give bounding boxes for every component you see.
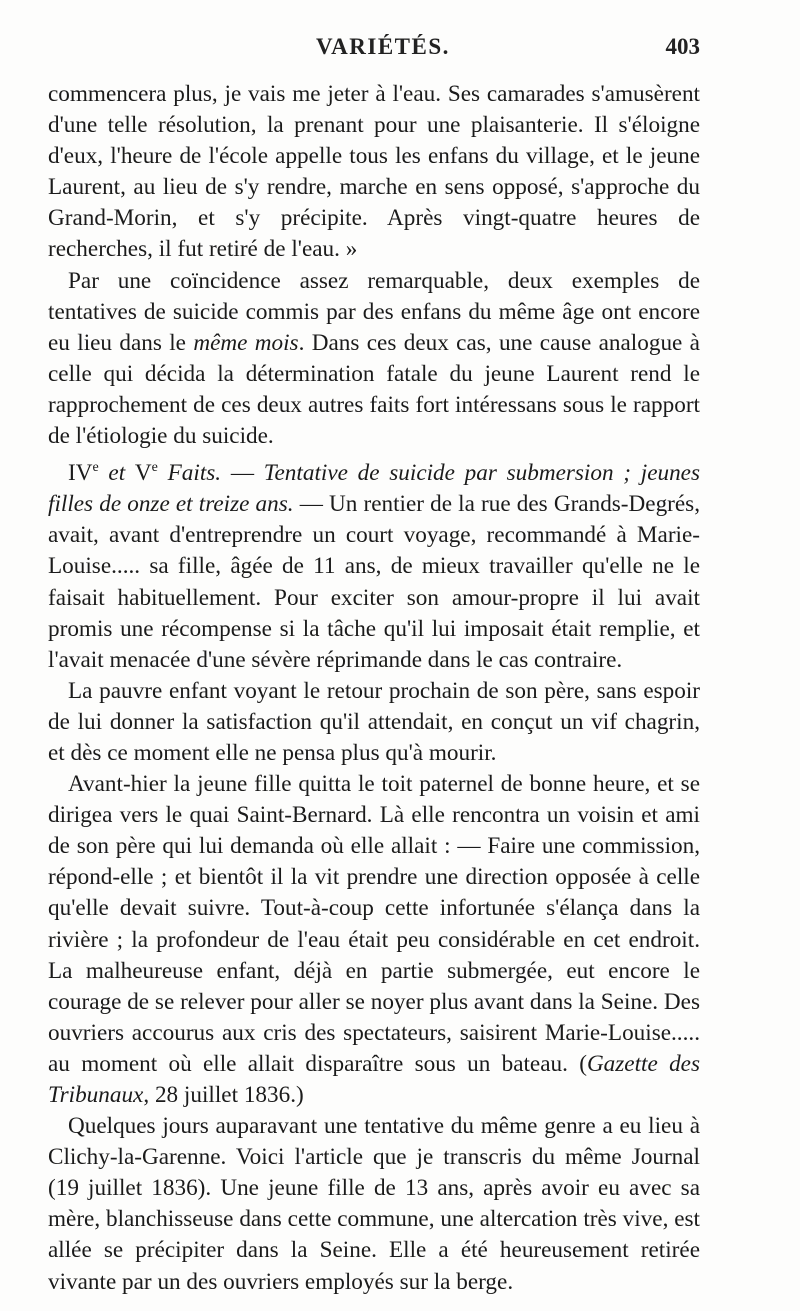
faits-label: Faits. (157, 460, 222, 487)
paragraph-text: Par une coïncidence assez remarquable, deux exemples de tentatives de suicide commis par des enfans du même âge ont encore eu lieu dans le (48, 267, 700, 356)
source-date: , 28 juillet 1836.) (143, 1082, 304, 1108)
case-number: IV (68, 460, 93, 487)
paragraph-avant-hier (48, 769, 700, 1111)
case-number: V (134, 460, 152, 487)
paragraph-continuation: commencera plus, je vais me jeter à l'eau. Ses camarades s'amusèrent d'une telle résolution, la prenant pour une plaisanterie. Il s'éloigne d'eux, l'heure de l'école appelle tous les enfans du village, et le jeune Laurent, au lieu de s'y rendre, marche en sens opposé, s'approche du Grand-Morin, et s'y précipite. Après vingt-quatre heures de recherches, il fut retiré de l'eau. » (48, 81, 700, 263)
dash: — (221, 460, 264, 487)
paragraph-text: . Dans ces deux cas, une cause analogue à celle qui décida la détermination fatale du jeune Laurent rend le rapprochement de ces deux autres faits fort intéressans sous le rapport de l'étiologie du suicide. (48, 329, 700, 450)
conjunction: et (98, 460, 135, 487)
paragraph-clichy: Quelques jours auparavant une tentative du même genre a eu lieu à Clichy-la-Garenne. Voici l'article que je transcris du même Journal (19 juillet 1836). Une jeune fille de 13 ans, après avoir eu avec sa mère, blanchisseuse dans cette commune, une altercation très vive, est allée se précipiter dans la Seine. Elle a été heureusement retirée vivante par un des ouvriers employés sur la berge. (48, 1113, 700, 1295)
case-title: Tentative de suicide par submersion ; jeunes filles de onze et treize ans. (48, 460, 700, 518)
body-text (48, 79, 700, 1298)
emphasis-text: même mois (193, 329, 299, 356)
paragraph-coincidence (48, 266, 700, 453)
source-title: Gazette des Tribunaux (48, 1050, 700, 1108)
page-number: 403 (665, 34, 700, 59)
running-head: VARIÉTÉS. (316, 34, 450, 59)
paragraph-text: Avant-hier la jeune fille quitta le toit paternel de bonne heure, et se dirigea vers le quai Saint-Bernard. Là elle rencontra un voisin et ami de son père qui lui demanda où elle allait : — Faire une commission, répond-elle ; et bientôt il la vit prendre une direction opposée à celle qu'elle devait suivre. Tout-à-coup cette infortunée s'élança dans la rivière ; la profondeur de l'eau était peu considérable en cet endroit. La malheureuse enfant, déjà en partie submergée, eut encore le courage de se relever pour aller se noyer plus avant dans la Seine. Des ouvriers accourus aux cris des spectateurs, saisirent Marie-Louise..... au moment où elle allait disparaître sous un bateau. ( (48, 771, 700, 1077)
paragraph-text: — Un rentier de la rue des Grands-Degrés, avait, avant d'entreprendre un court voyage, recommandé à Marie-Louise..... sa fille, âgée de 11 ans, de mieux travailler qu'elle ne le faisait habituellement. Pour exciter son amour-propre il lui avait promis une récompense si la tâche qu'il lui imposait était remplie, et l'avait menacée d'une sévère réprimande dans le cas contraire. (48, 491, 700, 673)
paragraph-case-heading (48, 452, 700, 676)
superscript: e (151, 460, 158, 476)
superscript: e (92, 460, 99, 476)
page-header (48, 34, 700, 70)
paragraph-pauvre-enfant: La pauvre enfant voyant le retour prochain de son père, sans espoir de lui donner la satisfaction qu'il attendait, en conçut un vif chagrin, et dès ce moment elle ne pensa plus qu'à mourir. (48, 677, 700, 766)
